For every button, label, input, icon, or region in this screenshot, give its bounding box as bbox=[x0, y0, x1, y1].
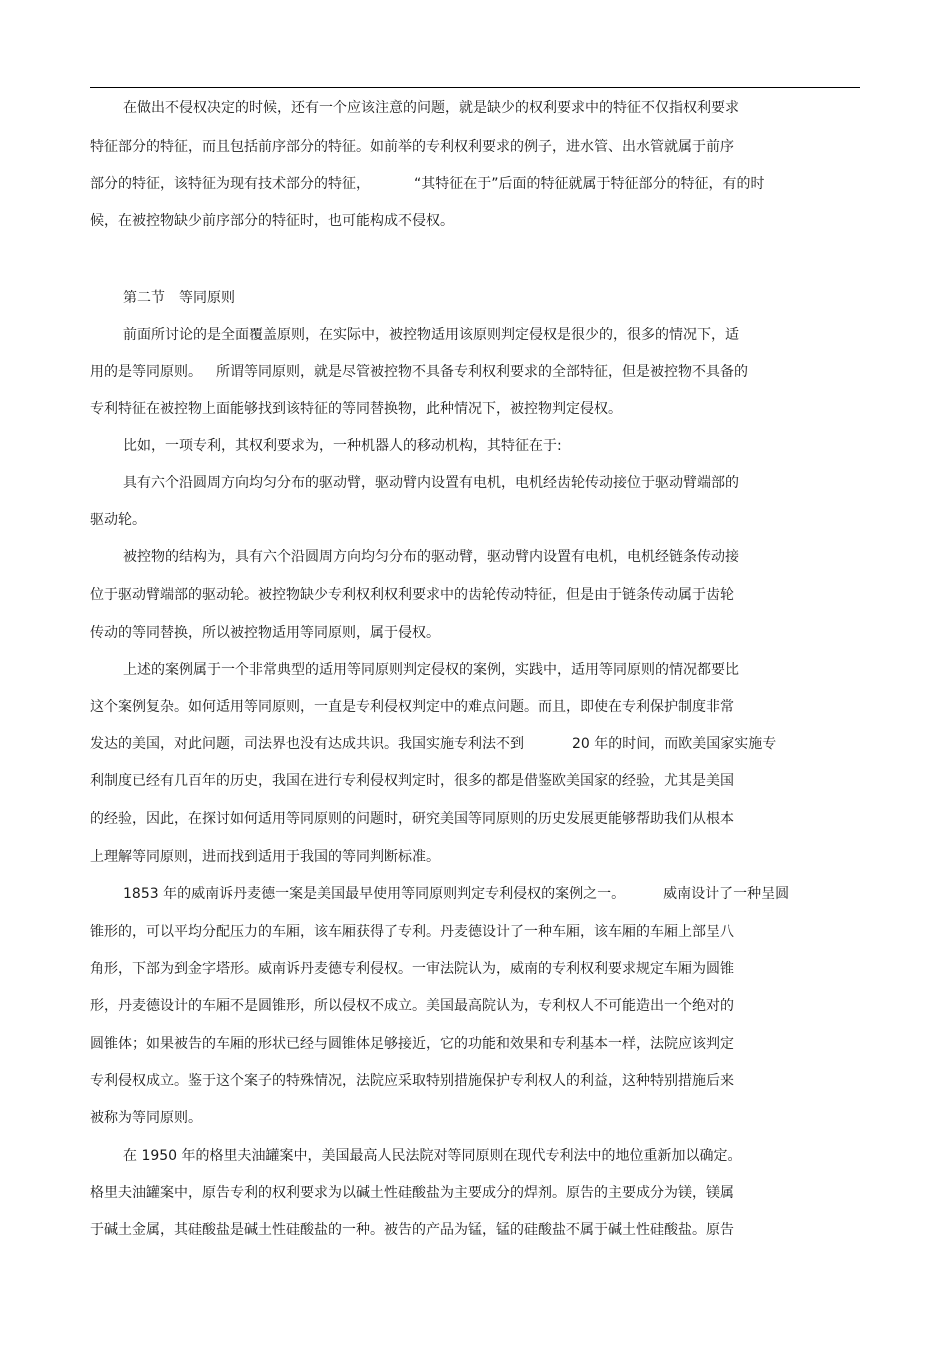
text-segment: 20 年的时间，而欧美国家实施专 bbox=[572, 736, 777, 752]
header-rule bbox=[90, 87, 860, 88]
text-line bbox=[90, 174, 765, 194]
section-heading bbox=[123, 288, 235, 308]
text-line: 被称为等同原则。 bbox=[90, 1110, 202, 1126]
text-line: 驱动轮。 bbox=[90, 512, 146, 528]
text-line bbox=[123, 884, 789, 904]
text-line: 锥形的，可以平均分配压力的车厢，该车厢获得了专利。丹麦德设计了一种车厢，该车厢的车厢上部呈八 bbox=[90, 924, 734, 940]
section-number: 第二节 bbox=[123, 290, 165, 306]
section-title: 等同原则 bbox=[179, 290, 235, 306]
text-segment: 用的是等同原则。 bbox=[90, 364, 202, 380]
text-line: 利制度已经有几百年的历史，我国在进行专利侵权判定时，很多的都是借鉴欧美国家的经验，尤其是美国 bbox=[90, 773, 734, 789]
text-line bbox=[90, 362, 748, 382]
text-line: 形，丹麦德设计的车厢不是圆锥形，所以侵权不成立。美国最高院认为，专利权人不可能造出一个绝对的 bbox=[90, 998, 734, 1014]
text-line: 传动的等同替换，所以被控物适用等同原则，属于侵权。 bbox=[90, 625, 440, 641]
text-line: 上述的案例属于一个非常典型的适用等同原则判定侵权的案例，实践中，适用等同原则的情况都要比 bbox=[123, 662, 739, 678]
text-line: 专利侵权成立。鉴于这个案子的特殊情况，法院应采取特别措施保护专利权人的利益，这种特别措施后来 bbox=[90, 1073, 734, 1089]
text-line: 候，在被控物缺少前序部分的特征时，也可能构成不侵权。 bbox=[90, 213, 454, 229]
text-line: 具有六个沿圆周方向均匀分布的驱动臂，驱动臂内设置有电机，电机经齿轮传动接位于驱动臂端部的 bbox=[123, 475, 739, 491]
text-line: 位于驱动臂端部的驱动轮。被控物缺少专利权利权利要求中的齿轮传动特征，但是由于链条传动属于齿轮 bbox=[90, 587, 734, 603]
text-line: 圆锥体；如果被告的车厢的形状已经与圆锥体足够接近，它的功能和效果和专利基本一样，法院应该判定 bbox=[90, 1036, 734, 1052]
text-segment: 1853 年的威南诉丹麦德一案是美国最早使用等同原则判定专利侵权的案例之一。 bbox=[123, 886, 626, 902]
text-segment: 发达的美国，对此问题，司法界也没有达成共识。我国实施专利法不到 bbox=[90, 736, 524, 752]
text-line: 特征部分的特征，而且包括前序部分的特征。如前举的专利权利要求的例子，进水管、出水管就属于前序 bbox=[90, 139, 734, 155]
text-line: 前面所讨论的是全面覆盖原则，在实际中，被控物适用该原则判定侵权是很少的，很多的情况下，适 bbox=[123, 327, 739, 343]
text-line: 格里夫油罐案中，原告专利的权利要求为以碱土性硅酸盐为主要成分的焊剂。原告的主要成分为镁，镁属 bbox=[90, 1185, 734, 1201]
text-line: 上理解等同原则，进而找到适用于我国的等同判断标准。 bbox=[90, 849, 440, 865]
text-line: 在做出不侵权决定的时候，还有一个应该注意的问题，就是缺少的权利要求中的特征不仅指权利要求 bbox=[123, 100, 739, 116]
text-line: 的经验，因此，在探讨如何适用等同原则的问题时，研究美国等同原则的历史发展更能够帮助我们从根本 bbox=[90, 811, 734, 827]
text-line: 比如，一项专利，其权利要求为，一种机器人的移动机构，其特征在于: bbox=[123, 438, 562, 454]
text-line: 专利特征在被控物上面能够找到该特征的等同替换物，此种情况下，被控物判定侵权。 bbox=[90, 401, 622, 417]
text-line: 在 1950 年的格里夫油罐案中，美国最高人民法院对等同原则在现代专利法中的地位重新加以确定。 bbox=[123, 1148, 742, 1164]
text-segment: 部分的特征，该特征为现有技术部分的特征， bbox=[90, 176, 370, 192]
text-line: 这个案例复杂。如何适用等同原则，一直是专利侵权判定中的难点问题。而且，即使在专利保护制度非常 bbox=[90, 699, 734, 715]
text-segment: 威南设计了一种呈圆 bbox=[663, 886, 790, 902]
text-line: 角形，下部为到金字塔形。威南诉丹麦德专利侵权。一审法院认为，威南的专利权利要求规定车厢为圆锥 bbox=[90, 961, 734, 977]
text-segment: “其特征在于”后面的特征就属于特征部分的特征，有的时 bbox=[414, 176, 765, 192]
text-line: 被控物的结构为，具有六个沿圆周方向均匀分布的驱动臂，驱动臂内设置有电机，电机经链条传动接 bbox=[123, 549, 739, 565]
text-line bbox=[90, 734, 776, 754]
text-line: 于碱土金属，其硅酸盐是碱土性硅酸盐的一种。被告的产品为锰，锰的硅酸盐不属于碱土性硅酸盐。原告 bbox=[90, 1222, 734, 1238]
text-segment: 所谓等同原则，就是尽管被控物不具备专利权利要求的全部特征，但是被控物不具备的 bbox=[216, 364, 748, 380]
